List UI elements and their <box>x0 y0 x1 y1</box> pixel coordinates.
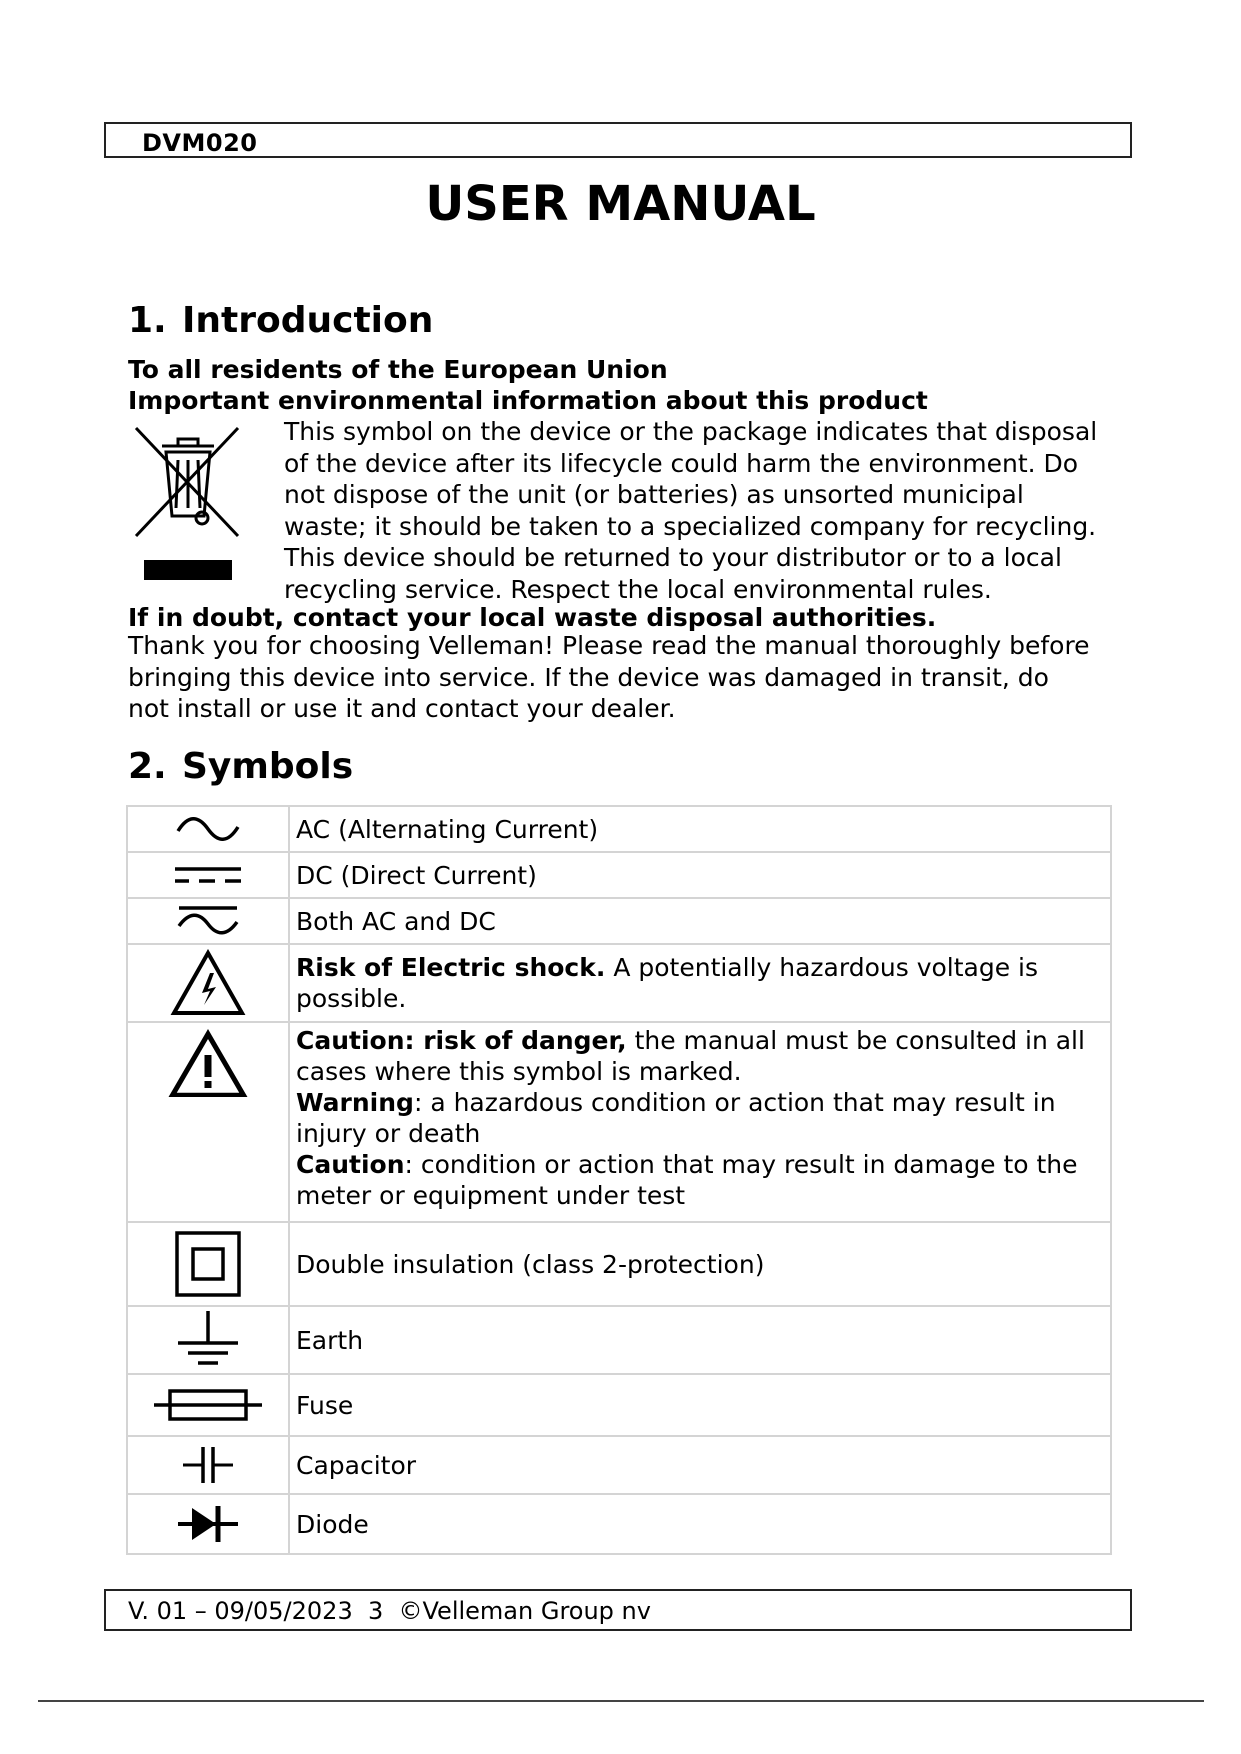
section-title: Introduction <box>182 300 434 341</box>
symbol-cell <box>127 1374 289 1436</box>
symbol-description: AC (Alternating Current) <box>289 806 1111 852</box>
section-number: 2. <box>128 746 167 787</box>
table-row <box>127 1374 1111 1436</box>
symbol-cell <box>127 1022 289 1222</box>
symbol-cell <box>127 852 289 898</box>
text-line: of the device after its lifecycle could harm the environment. Do <box>284 448 1079 478</box>
footer-text: V. 01 – 09/05/2023 3 ©Velleman Group nv <box>128 1597 651 1625</box>
text-line: bringing this device into service. If the device was damaged in transit, do <box>128 662 1049 692</box>
page-title: USER MANUAL <box>425 176 816 232</box>
symbol-description <box>289 1022 1111 1222</box>
table-row <box>127 944 1111 1022</box>
electric-shock-icon <box>128 949 288 1017</box>
text-line: not install or use it and contact your dealer. <box>128 694 676 723</box>
dc-icon <box>128 863 288 887</box>
caution-definition: Caution: condition or action that may result in damage to the meter or equipment under test <box>296 1150 1078 1210</box>
symbol-description: Risk of Electric shock. A potentially hazardous voltage is possible. <box>289 944 1111 1022</box>
weee-symbol-description <box>284 416 1124 605</box>
symbol-description: Double insulation (class 2-protection) <box>289 1222 1111 1306</box>
table-row <box>127 1222 1111 1306</box>
symbol-description: Diode <box>289 1494 1111 1554</box>
symbol-description: Fuse <box>289 1374 1111 1436</box>
text-line: not dispose of the unit (or batteries) as unsorted municipal <box>284 480 1024 509</box>
text-line: waste; it should be taken to a specialized company for recycling. <box>284 511 1097 541</box>
double-insulation-icon <box>128 1230 288 1298</box>
header-box <box>104 122 1132 158</box>
table-row <box>127 1022 1111 1222</box>
section-heading-introduction <box>128 300 433 341</box>
warning-paragraph: Warning: a hazardous condition or action that may result in injury or death <box>296 1088 1056 1148</box>
text-line: This symbol on the device or the package indicates that disposal <box>284 417 1098 446</box>
earth-icon <box>128 1309 288 1371</box>
symbol-cell <box>127 806 289 852</box>
diode-icon <box>128 1502 288 1546</box>
capacitor-icon <box>128 1443 288 1487</box>
caution-icon <box>128 1029 288 1099</box>
ac-dc-icon <box>128 904 288 938</box>
text-line: This device should be returned to your distributor or to a local <box>284 543 1062 572</box>
symbol-description: DC (Direct Current) <box>289 852 1111 898</box>
symbol-cell <box>127 1306 289 1374</box>
section-title: Symbols <box>182 746 354 787</box>
fuse-icon <box>128 1388 288 1422</box>
symbol-cell <box>127 1222 289 1306</box>
text-line: Thank you for choosing Velleman! Please read the manual thoroughly before <box>128 631 1090 660</box>
footer-box <box>104 1589 1132 1631</box>
caution-paragraph: Caution: risk of danger, the manual must be consulted in all cases where this symbol is marked. <box>296 1026 1085 1086</box>
symbol-description: Both AC and DC <box>289 898 1111 944</box>
environmental-info-line: Important environmental information about this product <box>128 386 928 415</box>
section-number: 1. <box>128 300 167 341</box>
bottom-divider <box>38 1700 1204 1702</box>
symbol-cell <box>127 1436 289 1494</box>
table-row <box>127 852 1111 898</box>
symbol-cell <box>127 898 289 944</box>
doubt-line: If in doubt, contact your local waste disposal authorities. <box>128 603 937 632</box>
symbol-cell <box>127 1494 289 1554</box>
eu-residents-line: To all residents of the European Union <box>128 355 668 384</box>
table-row <box>127 1494 1111 1554</box>
model-number: DVM020 <box>142 129 258 157</box>
weee-bin-icon <box>132 424 242 593</box>
symbol-description: Capacitor <box>289 1436 1111 1494</box>
symbols-table <box>126 805 1112 1555</box>
thanks-paragraph <box>128 630 1128 725</box>
table-row <box>127 1436 1111 1494</box>
table-row <box>127 898 1111 944</box>
section-heading-symbols <box>128 746 353 787</box>
symbol-description: Earth <box>289 1306 1111 1374</box>
text-line: recycling service. Respect the local environmental rules. <box>284 574 992 604</box>
table-row <box>127 806 1111 852</box>
ac-icon <box>128 817 288 841</box>
table-row <box>127 1306 1111 1374</box>
symbol-cell <box>127 944 289 1022</box>
